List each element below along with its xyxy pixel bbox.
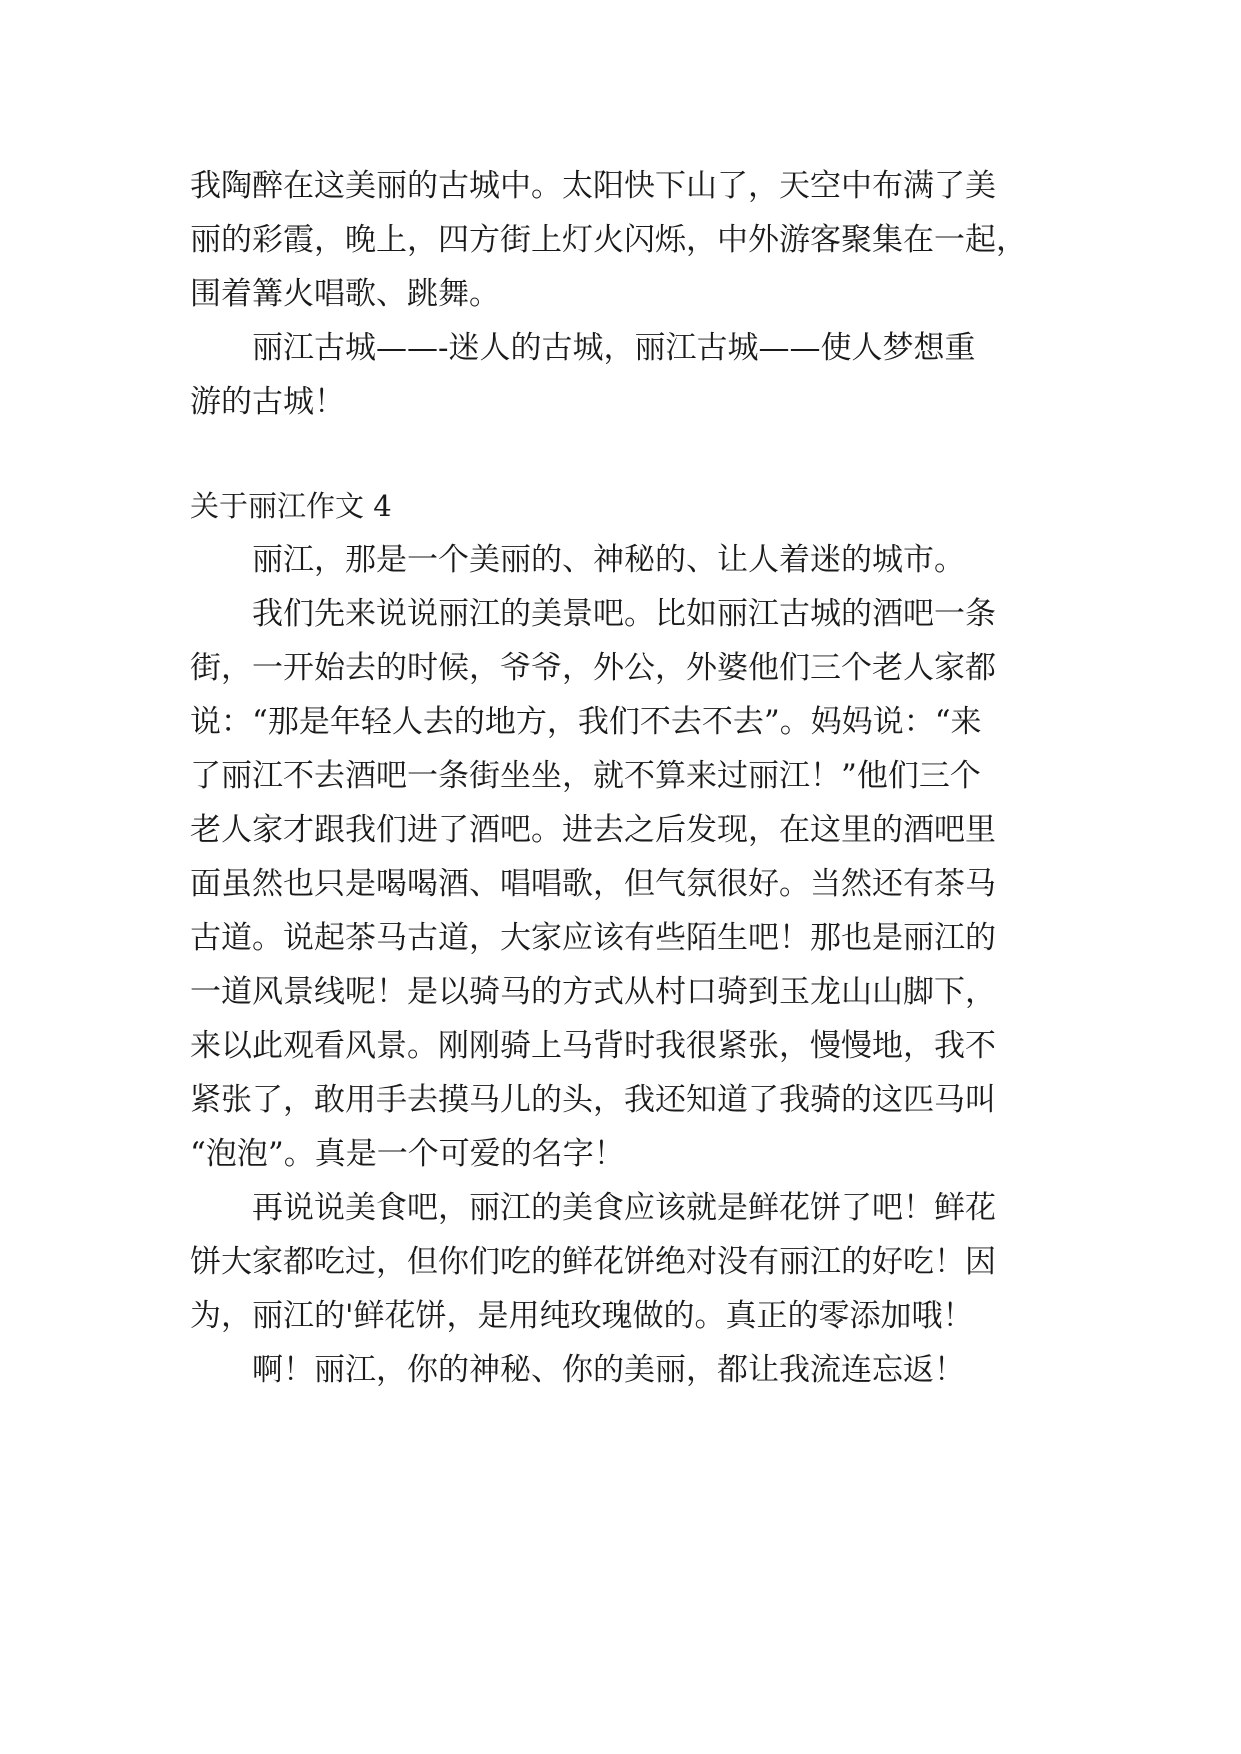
- text-line: 啊！丽江，你的神秘、你的美丽，都让我流连忘返！: [190, 1352, 965, 1388]
- text-line: 来以此观看风景。刚刚骑上马背时我很紧张，慢慢地，我不: [190, 1028, 996, 1064]
- text-line: 丽的彩霞，晚上，四方街上灯火闪烁，中外游客聚集在一起，: [190, 222, 1027, 258]
- text-line: 古道。说起茶马古道，大家应该有些陌生吧！那也是丽江的: [190, 920, 996, 956]
- text-line: 我们先来说说丽江的美景吧。比如丽江古城的酒吧一条: [190, 596, 996, 632]
- text-line: “泡泡”。真是一个可爱的名字！: [190, 1136, 625, 1172]
- text-line: 说：“那是年轻人去的地方，我们不去不去”。妈妈说：“来: [190, 704, 982, 740]
- text-line: 一道风景线呢！是以骑马的方式从村口骑到玉龙山山脚下，: [190, 974, 996, 1010]
- text-line: 游的古城！: [190, 384, 345, 420]
- text-line: 面虽然也只是喝喝酒、唱唱歌，但气氛很好。当然还有茶马: [190, 866, 996, 902]
- section-heading: 关于丽江作文 4: [190, 489, 392, 523]
- text-line: 了丽江不去酒吧一条街坐坐，就不算来过丽江！”他们三个: [190, 758, 981, 794]
- text-line: 紧张了，敢用手去摸马儿的头，我还知道了我骑的这匹马叫: [190, 1082, 996, 1118]
- text-line: 丽江古城——-迷人的古城，丽江古城——使人梦想重: [190, 330, 976, 366]
- text-line: 老人家才跟我们进了酒吧。进去之后发现，在这里的酒吧里: [190, 812, 996, 848]
- text-line: 为，丽江的'鲜花饼，是用纯玫瑰做的。真正的零添加哦！: [190, 1298, 974, 1334]
- text-line: 围着篝火唱歌、跳舞。: [190, 276, 500, 312]
- text-line: 我陶醉在这美丽的古城中。太阳快下山了，天空中布满了美: [190, 168, 996, 204]
- text-line: 饼大家都吃过，但你们吃的鲜花饼绝对没有丽江的好吃！因: [190, 1244, 996, 1280]
- text-line: 丽江，那是一个美丽的、神秘的、让人着迷的城市。: [190, 542, 965, 578]
- text-line: 街，一开始去的时候，爷爷，外公，外婆他们三个老人家都: [190, 650, 996, 686]
- text-line: 再说说美食吧，丽江的美食应该就是鲜花饼了吧！鲜花: [190, 1190, 996, 1226]
